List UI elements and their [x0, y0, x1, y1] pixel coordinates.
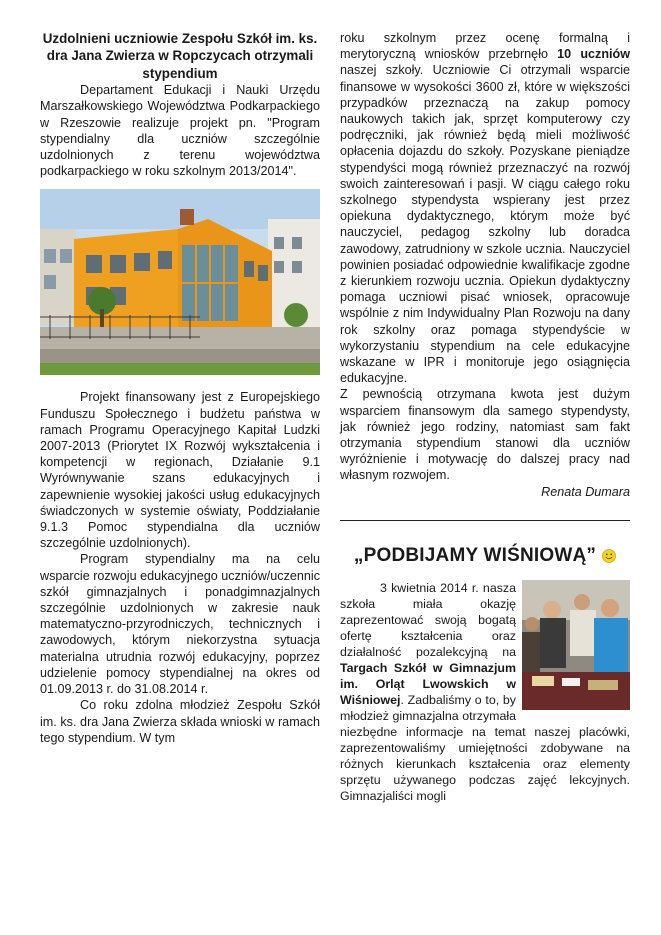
headline-text: „PODBIJAMY WIŚNIOWĄ”: [353, 544, 597, 566]
section-headline: [340, 544, 630, 568]
student-count: 10 uczniów: [557, 47, 630, 62]
school-building-photo: [40, 189, 320, 375]
paragraph-intro: Departament Edukacji i Nauki Urzędu Marszałkowskiego Województwa Podkarpackiego w Rzeszowie realizuje projekt pn. "Program stypendialny dla uczniów szczególnie uzdolnionych z terenu województwa podkarpackiego w roku szkolnym 2013/2014".: [40, 83, 320, 179]
text-span: naszej szkoły. Uczniowie Ci otrzymali wsparcie finansowe w wysokości 3600 zł, które w większości przypadków przeznaczą na zakup pomocy naukowych takich jak, sprzęt komputerowy czy podręczniki, jak również będą mieli możliwość opłacenia dojazdu do szkoły. Pozyskane pieniądze stypendyści mogą również przeznaczyć na rozwój swoich zainteresowań i pasji. W ciągu całego roku szkolnego stypendysta wspierany jest przez opiekuna dydaktycznego, którym może być nauczyciel, pedagog szkolny lub doradca zawodowy, zatrudniony w szkole ucznia. Nauczyciel powinien posiadać odpowiednie kwalifikacje zgodne z kierunkiem rozwoju ucznia. Opiekun dydaktyczny pomaga uczniowi pisać wniosek, opracowuje wspólnie z nim Indywidualny Plan Rozwoju na dany rok szkolny oraz pomaga stypendyście w wykorzystaniu stypendium na cele edukacyjne wskazane w IPR i monitoruje jego osiągnięcia edukacyjne.: [340, 63, 630, 386]
smiley-icon: [602, 549, 616, 563]
fair-article: [340, 580, 630, 804]
paragraph-program-goal: Program stypendialny ma na celu wsparcie rozwoju edukacyjnego uczniów/uczennic szkół gimnazjalnych i ponadgimnazjalnych szczególnie uzdolnionych w zakresie nauk matematyczno-przyrodniczych, technicznych i zawodowych, którym niekorzystna sytuacja materialna utrudnia rozwój edukacyjny, poprzez udzielenie pomocy stypendialnej na okres od 01.09.2013 r. do 31.08.2014 r.: [40, 552, 321, 697]
fair-name: Targach Szkół w Gimnazjum im. Orląt Lwowskich w Wiśniowej: [340, 660, 516, 707]
paragraph-funding: Projekt finansowany jest z Europejskiego Funduszu Społecznego i budżetu państwa w ramach Programu Operacyjnego Kapitał Ludzki 2007-2013 (Priorytet IX Rozwój wykształcenia i kompetencji w regionach, Działanie 9.1 Wyrównywanie szans edukacyjnych i zapewnienie wysokiej jakości usług edukacyjnych świadczonych w systemie oświaty, Poddziałanie 9.1.3 Pomoc stypendialna dla uczniów szczególnie uzdolnionych).: [40, 390, 320, 551]
right-column: [340, 30, 630, 804]
paragraph-scholarship-details: [340, 30, 630, 386]
text-span: roku szkolnym przez ocenę formalną i merytoryczną wniosków przebrnęło: [340, 31, 630, 62]
paragraph-conclusion: Z pewnością otrzymana kwota jest dużym wsparciem finansowym dla samego stypendysty, jak również jego rodziny, natomiast sam fakt otrzymania stypendium stanowi dla uczniów wyróżnienie i motywację do dalszej pracy nad własnym rozwojem.: [340, 387, 630, 483]
left-column: [40, 30, 320, 746]
paragraph-applications: Co roku zdolna młodzież Zespołu Szkół im. ks. dra Jana Zwierza składa wnioski w ramach tego stypendium. W tym: [40, 698, 320, 745]
section-divider: [340, 520, 630, 521]
school-fair-photo: [522, 580, 630, 710]
author-signature: Renata Dumara: [541, 484, 630, 499]
article-title: Uzdolnieni uczniowie Zespołu Szkół im. ks. dra Jana Zwierza w Ropczycach otrzymali stypendium: [42, 31, 318, 81]
text-span: 3 kwietnia 2014 r. nasza szkoła miała okazję zaprezentować swoją bogatą ofertę kształcenia oraz działalność pozalekcyjną na: [340, 580, 516, 659]
text-span: . Zadbaliśmy o to, by młodzież gimnazjalna otrzymała niezbędne informacje na temat naszej placówki, zaprezentowaliśmy umiejętności zdobywane na różnych kierunkach kształcenia oraz elementy sprzętu używanego podczas zajęć lekcyjnych. Gimnazjaliści mogli: [340, 692, 630, 803]
